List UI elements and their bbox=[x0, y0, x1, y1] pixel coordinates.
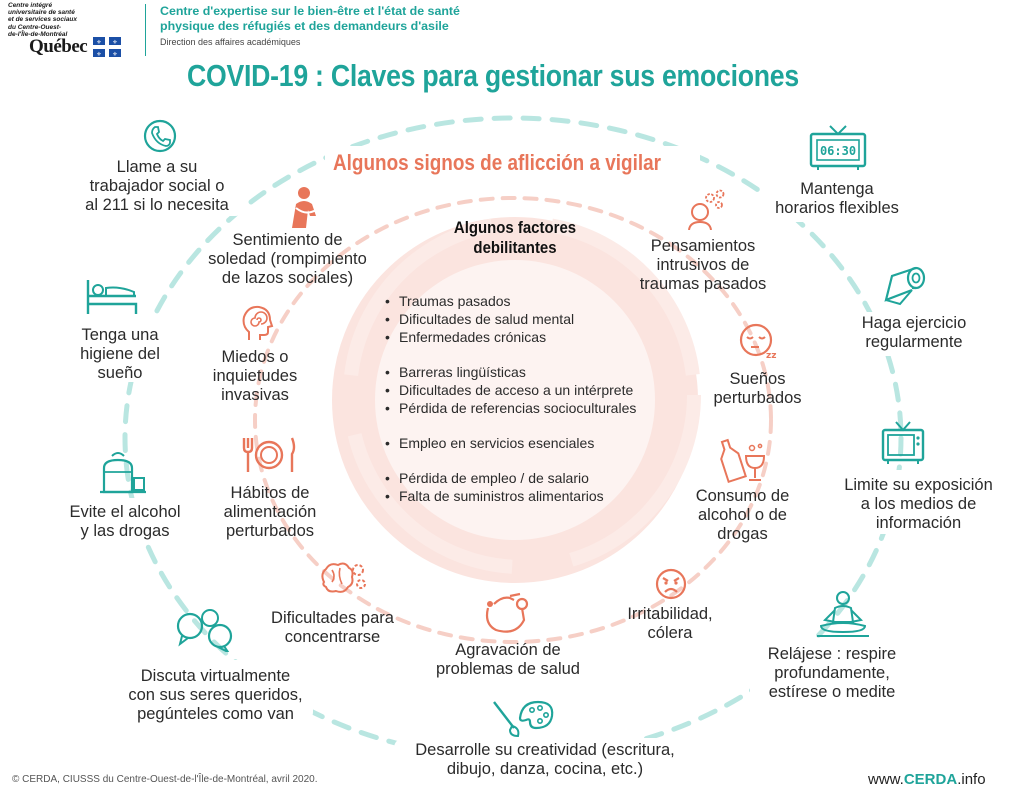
list-item: • Dificultades de acceso a un intérprete bbox=[381, 381, 636, 399]
clock-display-icon bbox=[808, 124, 868, 172]
list-item: • Dificultades de salud mental bbox=[381, 310, 636, 328]
sign-miedos: Miedos o inquietudes invasivas bbox=[212, 348, 298, 404]
list-item: • Pérdida de empleo / de salario bbox=[381, 469, 636, 487]
svg-text:⚜: ⚜ bbox=[112, 39, 118, 46]
list-item: • Falta de suministros alimentarios bbox=[381, 487, 636, 505]
angry-face-icon bbox=[654, 567, 688, 601]
lonely-person-icon bbox=[286, 186, 326, 230]
svg-text:⚜: ⚜ bbox=[96, 39, 102, 46]
stethoscope-icon bbox=[480, 590, 532, 638]
header-divider bbox=[145, 4, 146, 56]
list-item: • Empleo en servicios esenciales bbox=[381, 434, 636, 452]
factors-title: Algunos factores debilitantes bbox=[453, 218, 577, 257]
centre-line-1: Centre d'expertise sur le bien-être et l'état de santé bbox=[160, 4, 460, 18]
thinking-head-icon bbox=[686, 186, 728, 230]
list-item: • Enfermedades crónicas bbox=[381, 328, 636, 346]
sign-irritabilidad: Irritabilidad, cólera bbox=[627, 605, 713, 642]
signs-title: Algunos signos de aflicción a vigilar bbox=[333, 150, 662, 175]
centre-line-2: physique des réfugiés et des demandeurs d'asile bbox=[160, 19, 449, 33]
key-alcohol: Evite el alcohol y las drogas bbox=[69, 503, 181, 540]
bottle-glass-icon bbox=[716, 438, 768, 484]
key-horarios: Mantenga horarios flexibles bbox=[775, 180, 899, 217]
centre-name bbox=[160, 4, 460, 47]
factors-group-2 bbox=[381, 363, 636, 417]
bed-icon bbox=[84, 278, 140, 316]
phone-icon bbox=[142, 118, 178, 154]
plate-utensils-icon bbox=[238, 434, 300, 474]
key-creatividad: Desarrolle su creatividad (escritura, dibujo, danza, cocina, etc.) bbox=[415, 741, 675, 778]
factors-list bbox=[381, 292, 636, 505]
tv-icon bbox=[880, 420, 926, 466]
factors-group-3 bbox=[381, 434, 636, 452]
sign-soledad: Sentimiento de soledad (rompimiento de lazos sociales) bbox=[208, 231, 367, 287]
list-item: • Barreras lingüísticas bbox=[381, 363, 636, 381]
sign-pensamientos: Pensamientos intrusivos de traumas pasados bbox=[639, 237, 767, 293]
sign-habitos: Hábitos de alimentación perturbados bbox=[223, 484, 317, 540]
key-llame: Llame a su trabajador social o al 211 si lo necesita bbox=[85, 158, 229, 214]
exercise-mat-icon bbox=[882, 266, 928, 306]
chat-bubbles-icon bbox=[174, 608, 234, 652]
key-discuta: Discuta virtualmente con sus seres queridos, pegúnteles como van bbox=[128, 667, 303, 723]
meditation-icon bbox=[815, 590, 871, 638]
svg-text:⚜: ⚜ bbox=[112, 51, 118, 57]
key-ejercicio: Haga ejercicio regularmente bbox=[861, 314, 967, 351]
brain-gears-icon bbox=[318, 560, 368, 600]
key-higiene: Tenga una higiene del sueño bbox=[80, 326, 160, 382]
centre-sub: Direction des affaires académiques bbox=[160, 37, 301, 47]
svg-text:⚜: ⚜ bbox=[96, 51, 102, 57]
website-link[interactable]: www.CERDA.info bbox=[868, 771, 986, 788]
ciusss-logo-text: Centre intégré universitaire de santé et de services sociaux du Centre-Ouest- de-l'Île-de-Montréal bbox=[8, 2, 78, 38]
sleepy-face-icon bbox=[738, 322, 778, 362]
factors-group-4 bbox=[381, 469, 636, 505]
head-spiral-icon bbox=[240, 304, 274, 342]
quebec-flag-icon bbox=[93, 37, 121, 57]
sign-salud: Agravación de problemas de salud bbox=[435, 641, 580, 678]
palette-brush-icon bbox=[490, 698, 556, 738]
sign-suenos: Sueños perturbados bbox=[713, 370, 802, 407]
list-item: • Pérdida de referencias socioculturales bbox=[381, 399, 636, 417]
key-limite: Limite su exposición a los medios de información bbox=[844, 476, 993, 532]
list-item: • Traumas pasados bbox=[381, 292, 636, 310]
svg-text:zz: zz bbox=[766, 351, 777, 361]
sign-concentrarse: Dificultades para concentrarse bbox=[271, 609, 394, 646]
teapot-cup-icon bbox=[98, 448, 148, 494]
sign-consumo: Consumo de alcohol o de drogas bbox=[695, 487, 790, 543]
copyright: © CERDA, CIUSSS du Centre-Ouest-de-l'Île-de-Montréal, avril 2020. bbox=[12, 774, 318, 785]
clock-time: 06:30 bbox=[819, 144, 857, 158]
factors-group-1 bbox=[381, 292, 636, 346]
quebec-logo: Québec bbox=[29, 36, 88, 57]
key-relajese: Relájese : respire profundamente, estírese o medite bbox=[767, 645, 897, 701]
page-title: COVID-19 : Claves para gestionar sus emociones bbox=[187, 58, 799, 93]
